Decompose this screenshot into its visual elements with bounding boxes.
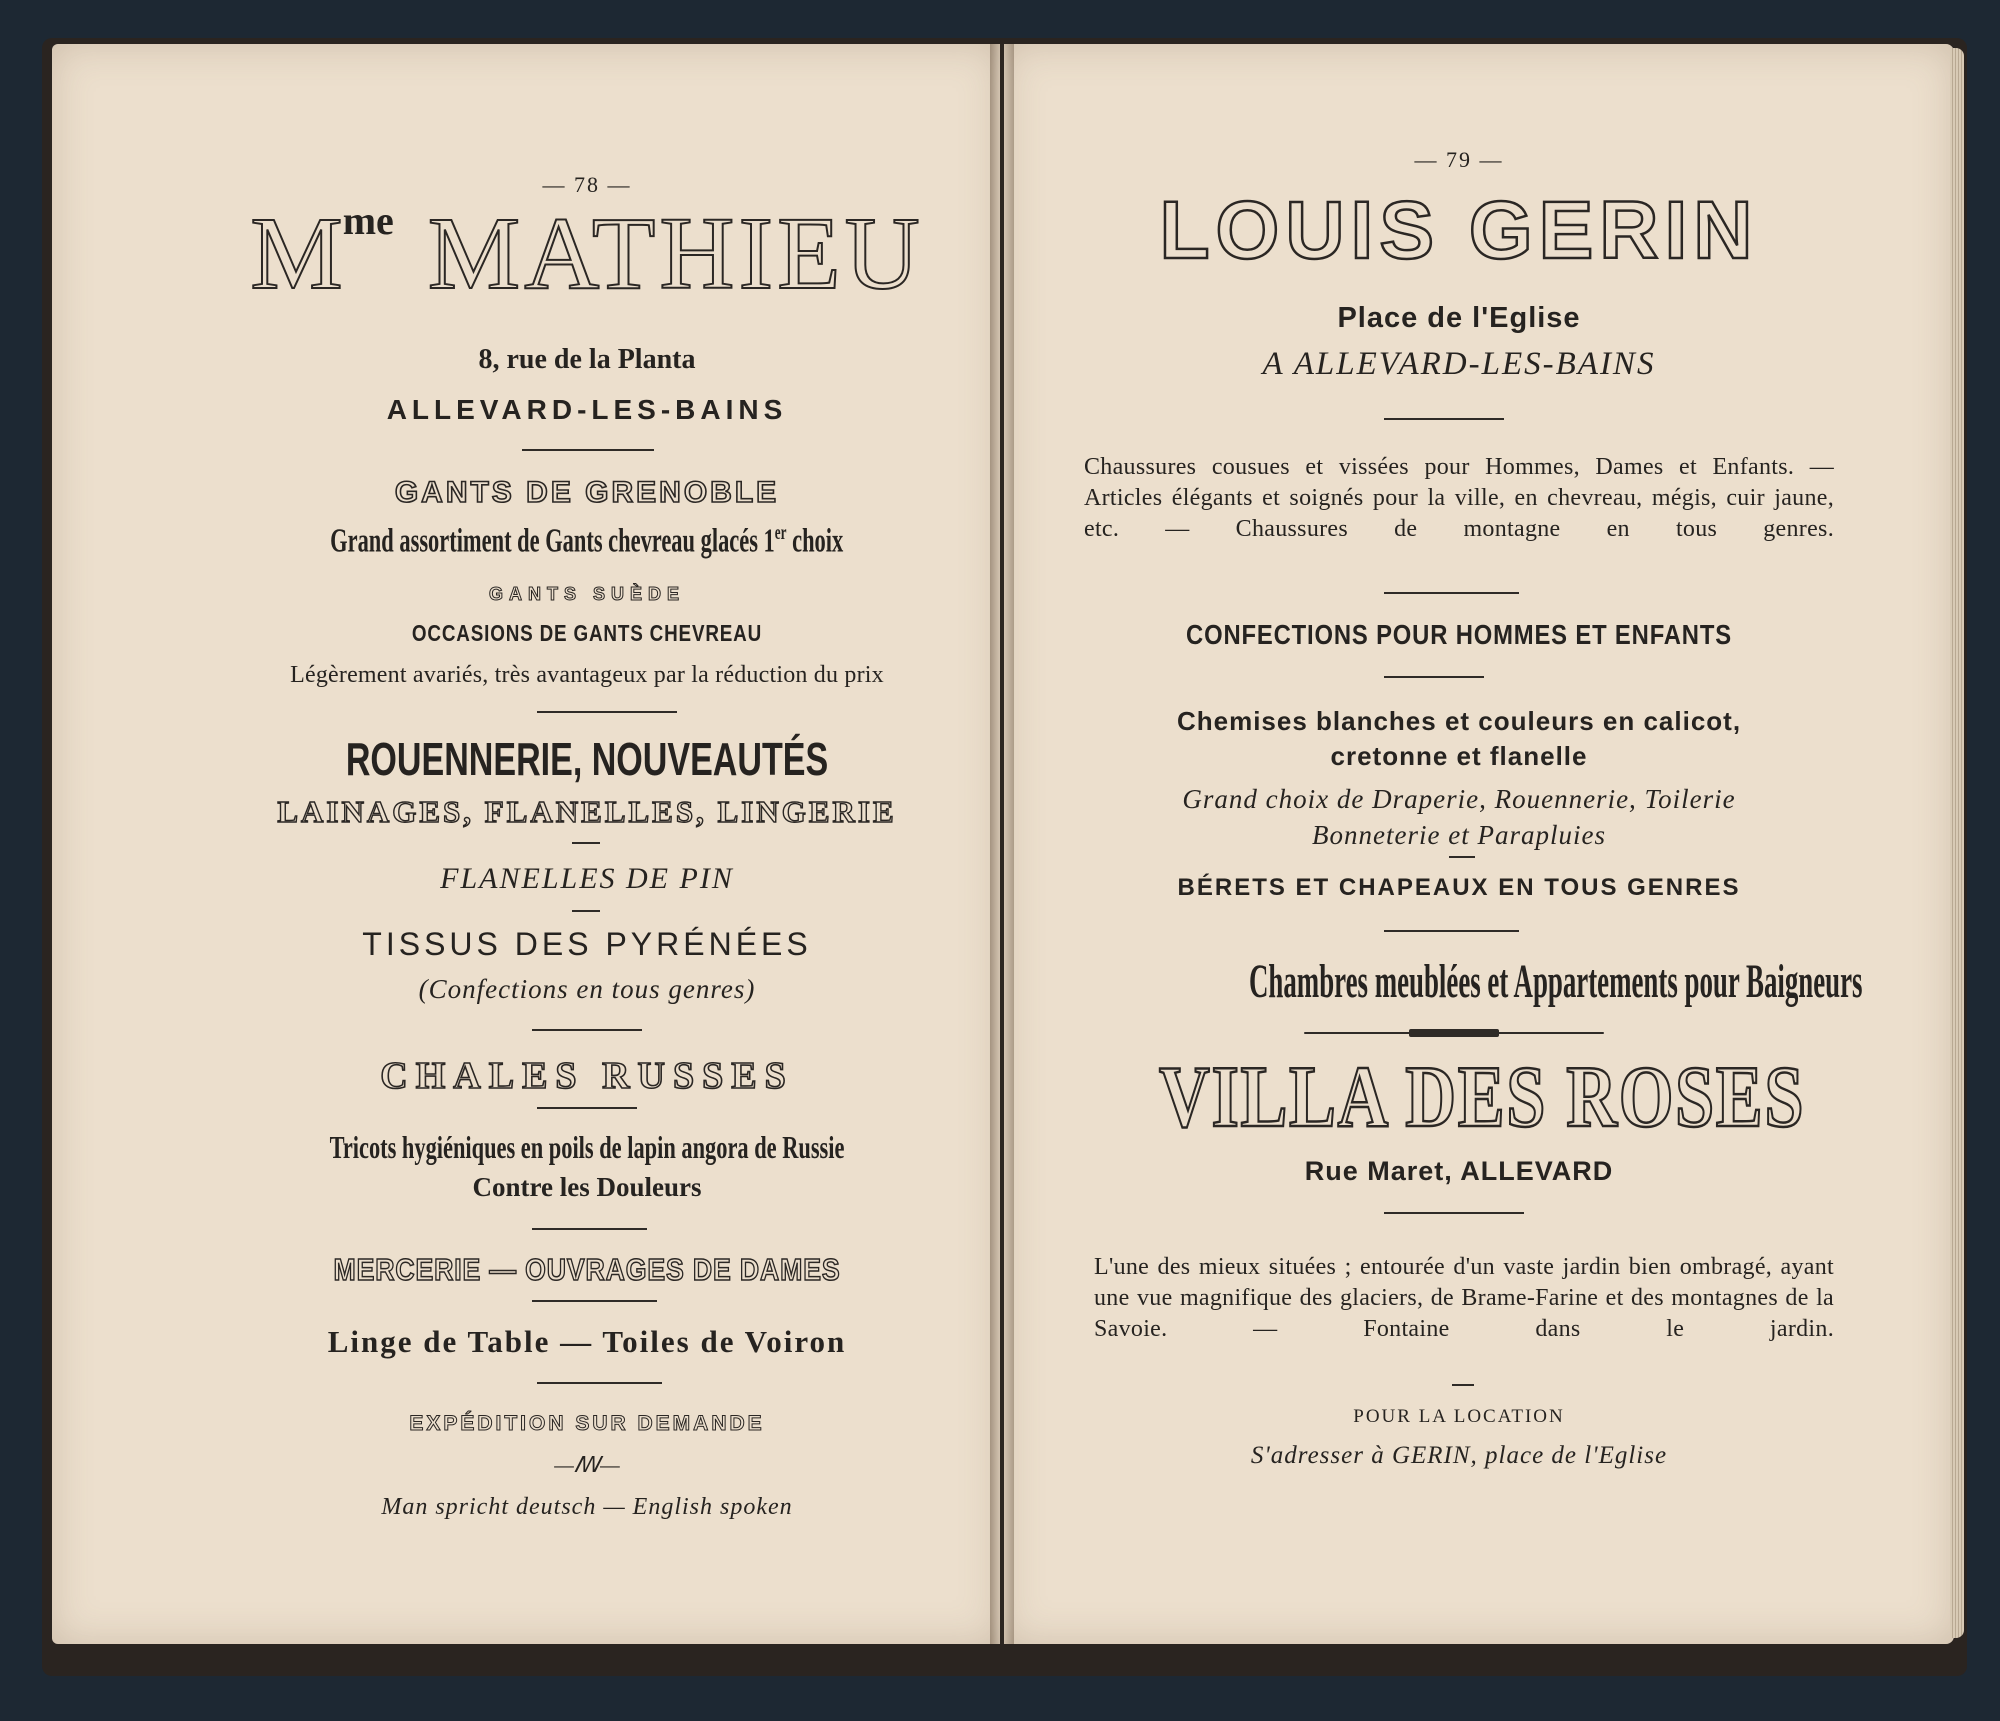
gants-heading: GANTS DE GRENOBLE <box>394 476 780 509</box>
town: A ALLEVARD-LES-BAINS <box>1262 346 1656 382</box>
short-dash <box>1449 856 1475 858</box>
chemises-line2: cretonne et flanelle <box>1330 741 1588 771</box>
occasions-detail: Légèrement avariés, très avantageux par la réduction du prix <box>290 662 884 688</box>
tissus: TISSUS DES PYRÉNÉES <box>362 926 812 962</box>
divider <box>532 1228 647 1230</box>
short-dash <box>572 842 600 844</box>
draperie-line2: Bonneterie et Parapluies <box>1312 820 1606 850</box>
left-page <box>52 44 1000 1644</box>
draperie-line1: Grand choix de Draperie, Rouennerie, Toilerie <box>1182 784 1736 814</box>
expedition: EXPÉDITION SUR DEMANDE <box>409 1412 765 1435</box>
divider <box>1384 930 1519 932</box>
douleurs: Contre les Douleurs <box>472 1172 702 1202</box>
villa-title: VILLA DES ROSES <box>1159 1049 1806 1146</box>
location-heading: POUR LA LOCATION <box>1353 1406 1565 1427</box>
villa-paragraph: L'une des mieux situées ; entourée d'un vaste jardin bien ombragé, ayant une vue magnifique des glaciers, de Brame-Farine et des montagnes de la Savoie. — Fontaine dans le jardin. <box>1094 1254 1834 1342</box>
address: 8, rue de la Planta <box>478 344 696 375</box>
gants-line-text: Grand assortiment de Gants chevreau glacés 1 <box>330 522 776 560</box>
occasions: OCCASIONS DE GANTS CHEVREAU <box>411 620 763 646</box>
divider <box>537 711 677 713</box>
page-edges <box>1950 48 1964 1638</box>
linge: Linge de Table — Toiles de Voiron <box>327 1324 847 1359</box>
rouennerie: ROUENNERIE, NOUVEAUTÉS <box>345 733 829 785</box>
gants-line-sup: er <box>775 522 787 544</box>
divider <box>522 449 654 451</box>
confections-genres: (Confections en tous genres) <box>418 974 756 1004</box>
book-gutter <box>990 44 1014 1644</box>
flanelles-pin: FLANELLES DE PIN <box>440 862 734 895</box>
mercerie: MERCERIE — OUVRAGES DE DAMES <box>333 1252 841 1287</box>
divider <box>1384 418 1504 420</box>
divider <box>537 1107 637 1109</box>
location-contact: S'adresser à GERIN, place de l'Eglise <box>1250 1442 1668 1469</box>
short-dash <box>572 910 600 912</box>
ornament-center <box>1409 1029 1499 1037</box>
chaussures-paragraph: Chaussures cousues et vissées pour Hommes, Dames et Enfants. — Articles élégants et soignés pour la ville, en chevreau, mégis, cuir jaune, etc. — Chaussures de montagne en tous genres. <box>1084 454 1834 542</box>
chambres: Chambres meublées et Appartements pour Baigneurs <box>1249 955 1863 1008</box>
place: Place de l'Eglise <box>1337 302 1581 334</box>
languages: Man spricht deutsch — English spoken <box>381 1494 793 1520</box>
tricots: Tricots hygiéniques en poils de lapin angora de Russie <box>329 1129 845 1165</box>
short-dash <box>1452 1384 1474 1386</box>
merchant-title <box>192 194 982 314</box>
confections-heading: CONFECTIONS POUR HOMMES ET ENFANTS <box>1186 619 1732 650</box>
chemises-line1: Chemises blanches et couleurs en calicot, <box>1176 706 1742 736</box>
divider <box>532 1300 657 1302</box>
gants-line-end: choix <box>786 522 844 560</box>
villa-street: Rue Maret, ALLEVARD <box>1304 1156 1614 1186</box>
divider <box>537 1382 662 1384</box>
page-number: — 79 — <box>1414 147 1504 172</box>
divider <box>1384 592 1519 594</box>
title-superscript: me <box>342 198 394 243</box>
merchant-title: LOUIS GERIN <box>1159 185 1759 276</box>
flourish: —ꟿ— <box>554 1452 620 1477</box>
berets: BÉRETS ET CHAPEAUX EN TOUS GENRES <box>1177 874 1741 901</box>
title-prefix: M <box>250 196 343 311</box>
town: ALLEVARD-LES-BAINS <box>386 394 788 425</box>
lainages: LAINAGES, FLANELLES, LINGERIE <box>277 794 897 829</box>
chales-russes: CHALES RUSSES <box>380 1055 794 1097</box>
divider <box>1384 676 1484 678</box>
gants-line-group <box>330 522 843 560</box>
title-name: MATHIEU <box>427 196 924 311</box>
gants-line <box>192 522 982 560</box>
divider <box>532 1029 642 1031</box>
right-page <box>1004 44 1954 1644</box>
divider <box>1384 1212 1524 1214</box>
page-number: — 78 — <box>542 172 632 197</box>
gants-suede: GANTS SUÈDE <box>488 584 686 604</box>
